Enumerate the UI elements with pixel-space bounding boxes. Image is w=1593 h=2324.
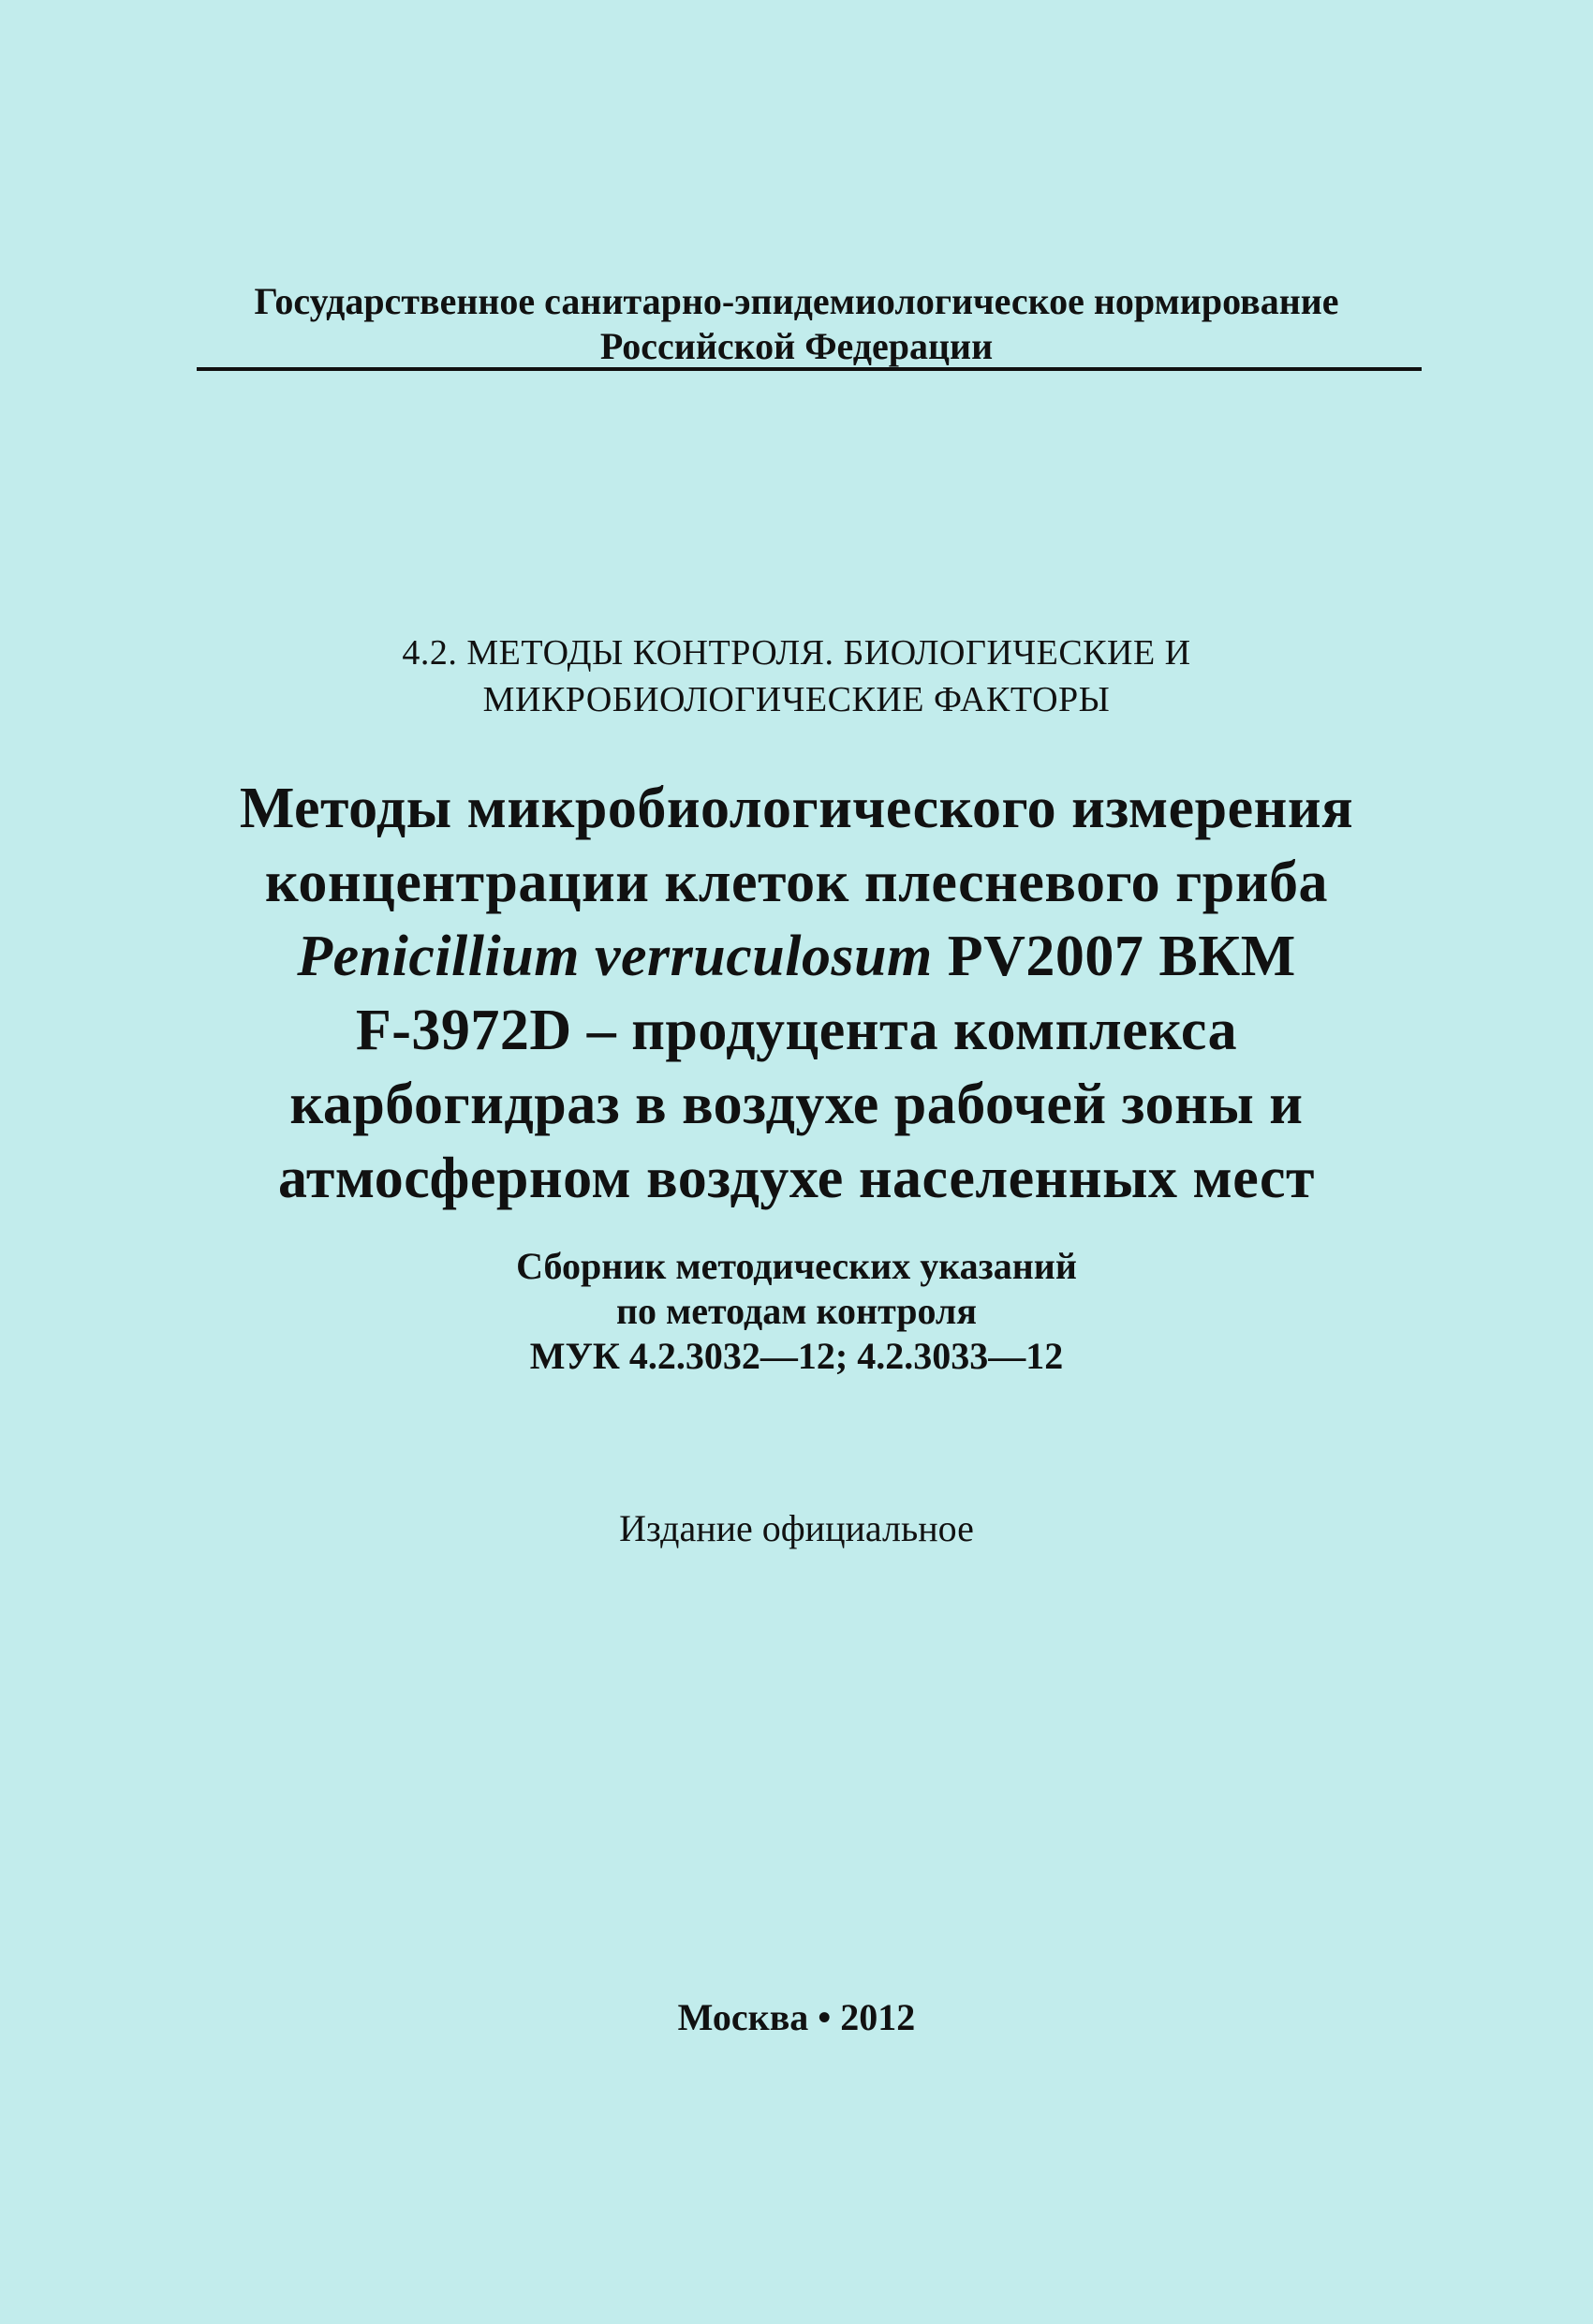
collection-info bbox=[0, 1244, 1593, 1379]
place-and-year: Москва • 2012 bbox=[677, 1996, 916, 2038]
section-heading bbox=[0, 629, 1593, 723]
title-line-3 bbox=[0, 920, 1593, 994]
document-title bbox=[0, 772, 1593, 1216]
collection-line-2: по методам контроля bbox=[616, 1290, 977, 1332]
section-line-2: МИКРОБИОЛОГИЧЕСКИЕ ФАКТОРЫ bbox=[482, 680, 1111, 719]
species-name: Penicillium verruculosum bbox=[297, 925, 933, 988]
authority-line-2: Российской Федерации bbox=[599, 325, 994, 367]
title-line-4: F-3972D – продуцента комплекса bbox=[355, 999, 1238, 1062]
authority-line-1: Государственное санитарно-эпидемиологическое нормирование bbox=[254, 280, 1339, 322]
title-line-1: Методы микробиологического измерения bbox=[239, 777, 1354, 840]
header-divider bbox=[197, 367, 1422, 371]
title-line-6: атмосферном воздухе населенных мест bbox=[278, 1147, 1315, 1210]
collection-line-1: Сборник методических указаний bbox=[516, 1245, 1077, 1287]
title-line-5: карбогидраз в воздухе рабочей зоны и bbox=[289, 1073, 1304, 1136]
issuing-authority bbox=[0, 279, 1593, 369]
edition-note: Издание официальное bbox=[619, 1507, 974, 1549]
document-codes: МУК 4.2.3032—12; 4.2.3033—12 bbox=[529, 1335, 1064, 1377]
section-line-1: 4.2. МЕТОДЫ КОНТРОЛЯ. БИОЛОГИЧЕСКИЕ И bbox=[402, 633, 1191, 673]
title-line-2: концентрации клеток плесневого гриба bbox=[265, 851, 1328, 914]
strain-designation: PV2007 ВКМ bbox=[932, 925, 1296, 988]
